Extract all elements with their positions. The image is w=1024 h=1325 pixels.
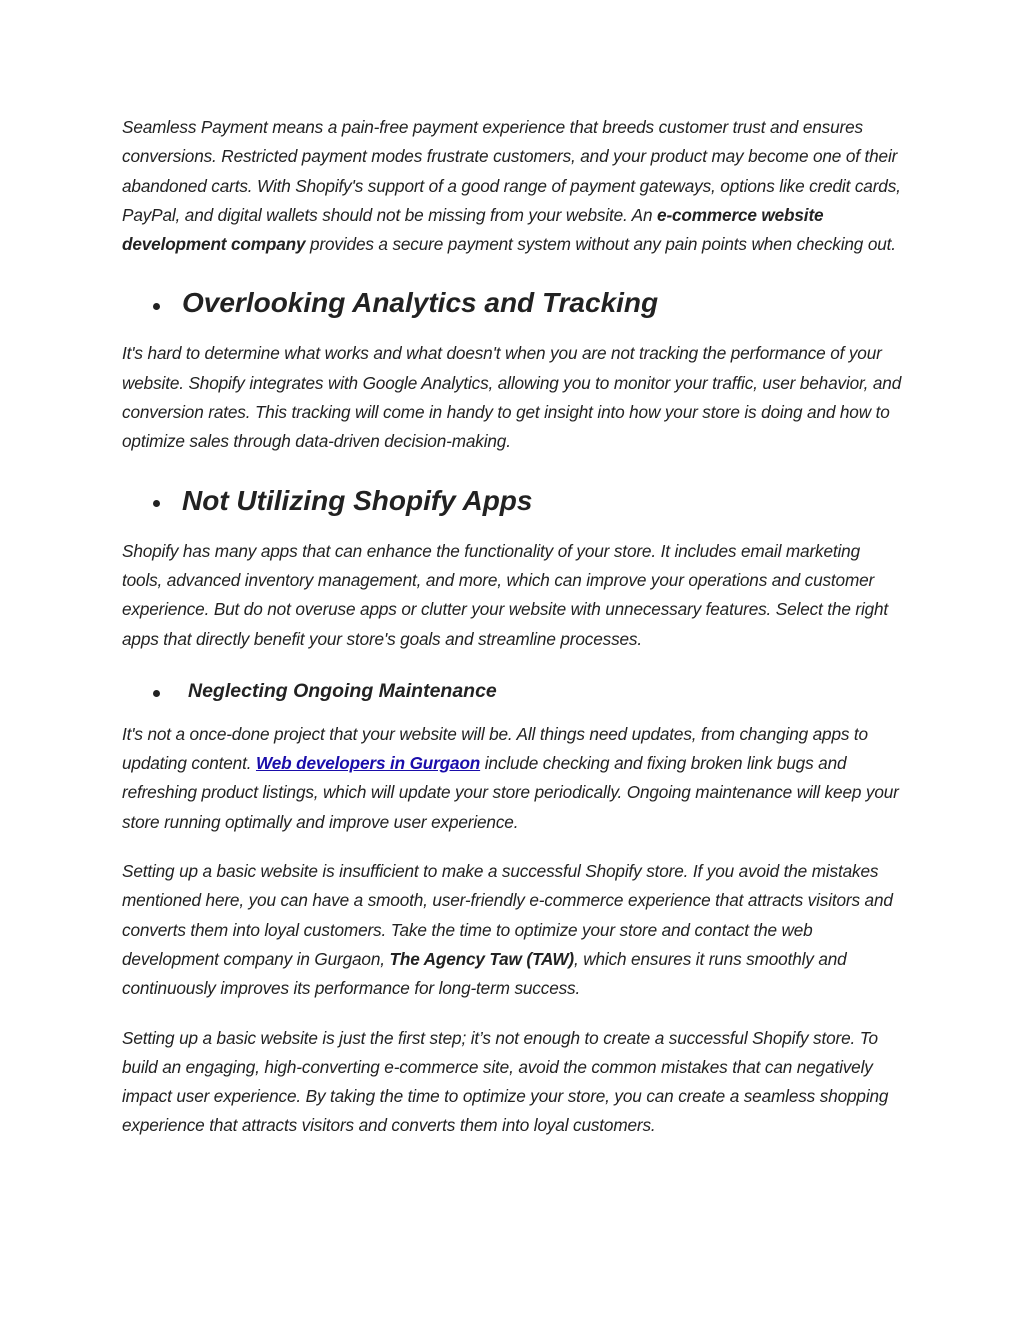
payment-text-end: provides a secure payment system without any pain points when checking out. [305, 234, 896, 255]
payment-paragraph [122, 113, 902, 259]
conclusion-text-start: Setting up a basic website is insufficient to make a successful Shopify store. If you avoid the mistakes mentioned here, you can have a smooth, user-friendly e-commerce experience that attracts visitors and converts them into loyal customers. Take the time to optimize your store and contact the web development company in Gurgaon, [122, 861, 893, 969]
analytics-paragraph: It's hard to determine what works and what doesn't when you are not tracking the performance of your website. Shopify integrates with Google Analytics, allowing you to monitor your traffic, user behavior, and conversion rates. This tracking will come in handy to get insight into how your store is doing and how to optimize sales through data-driven decision-making. [122, 343, 902, 452]
apps-paragraph: Shopify has many apps that can enhance the functionality of your store. It includes email marketing tools, advanced inventory management, and more, which can improve your operations and customer experience. But do not overuse apps or clutter your website with unnecessary features. Select the right apps that directly benefit your store's goals and streamline processes. [122, 540, 889, 649]
conclusion-text-end: , which ensures it runs smoothly and continuously improves its performance for long-term success. [122, 948, 847, 999]
bullet-icon [153, 690, 160, 697]
conclusion-paragraph [122, 857, 902, 1003]
apps-heading [122, 479, 902, 523]
analytics-heading-text: Overlooking Analytics and Tracking [182, 287, 659, 319]
payment-text-start: Seamless Payment means a pain-free payment experience that breeds customer trust and ensures conversions. Restricted payment modes frustrate customers, and your product may become one of their abandoned carts. With Shopify's support of a good range of payment gateways, options like credit cards, PayPal, and digital wallets should not be missing from your website. An [122, 117, 901, 225]
maintenance-heading [122, 677, 902, 707]
web-developers-gurgaon-link[interactable]: Web developers in Gurgaon [255, 753, 481, 774]
analytics-heading [122, 281, 902, 325]
maintenance-text-start: It's not a once-done project that your website will be. All things need updates, from changing apps to updating content. [122, 723, 868, 774]
maintenance-heading-text: Neglecting Ongoing Maintenance [188, 680, 497, 703]
maintenance-text-end: include checking and fixing broken link bugs and refreshing product listings, which will update your store periodically. Ongoing maintenance will keep your store running optimally and improve user experience. [122, 753, 899, 832]
agency-taw-bold-text: The Agency Taw (TAW) [389, 948, 574, 969]
apps-heading-text: Not Utilizing Shopify Apps [182, 484, 533, 516]
bullet-icon [153, 303, 160, 310]
ecommerce-company-bold-text: e-commerce website development company [122, 204, 824, 255]
final-paragraph: Setting up a basic website is just the first step; it’s not enough to create a successful Shopify store. To build an engaging, high-converting e-commerce site, avoid the common mistakes that can negatively impact user experience. By taking the time to optimize your store, you can create a seamless shopping experience that attracts visitors and converts them into loyal customers. [122, 1027, 889, 1136]
document-page [122, 113, 902, 1141]
maintenance-paragraph [122, 720, 902, 837]
bullet-icon [153, 500, 160, 507]
